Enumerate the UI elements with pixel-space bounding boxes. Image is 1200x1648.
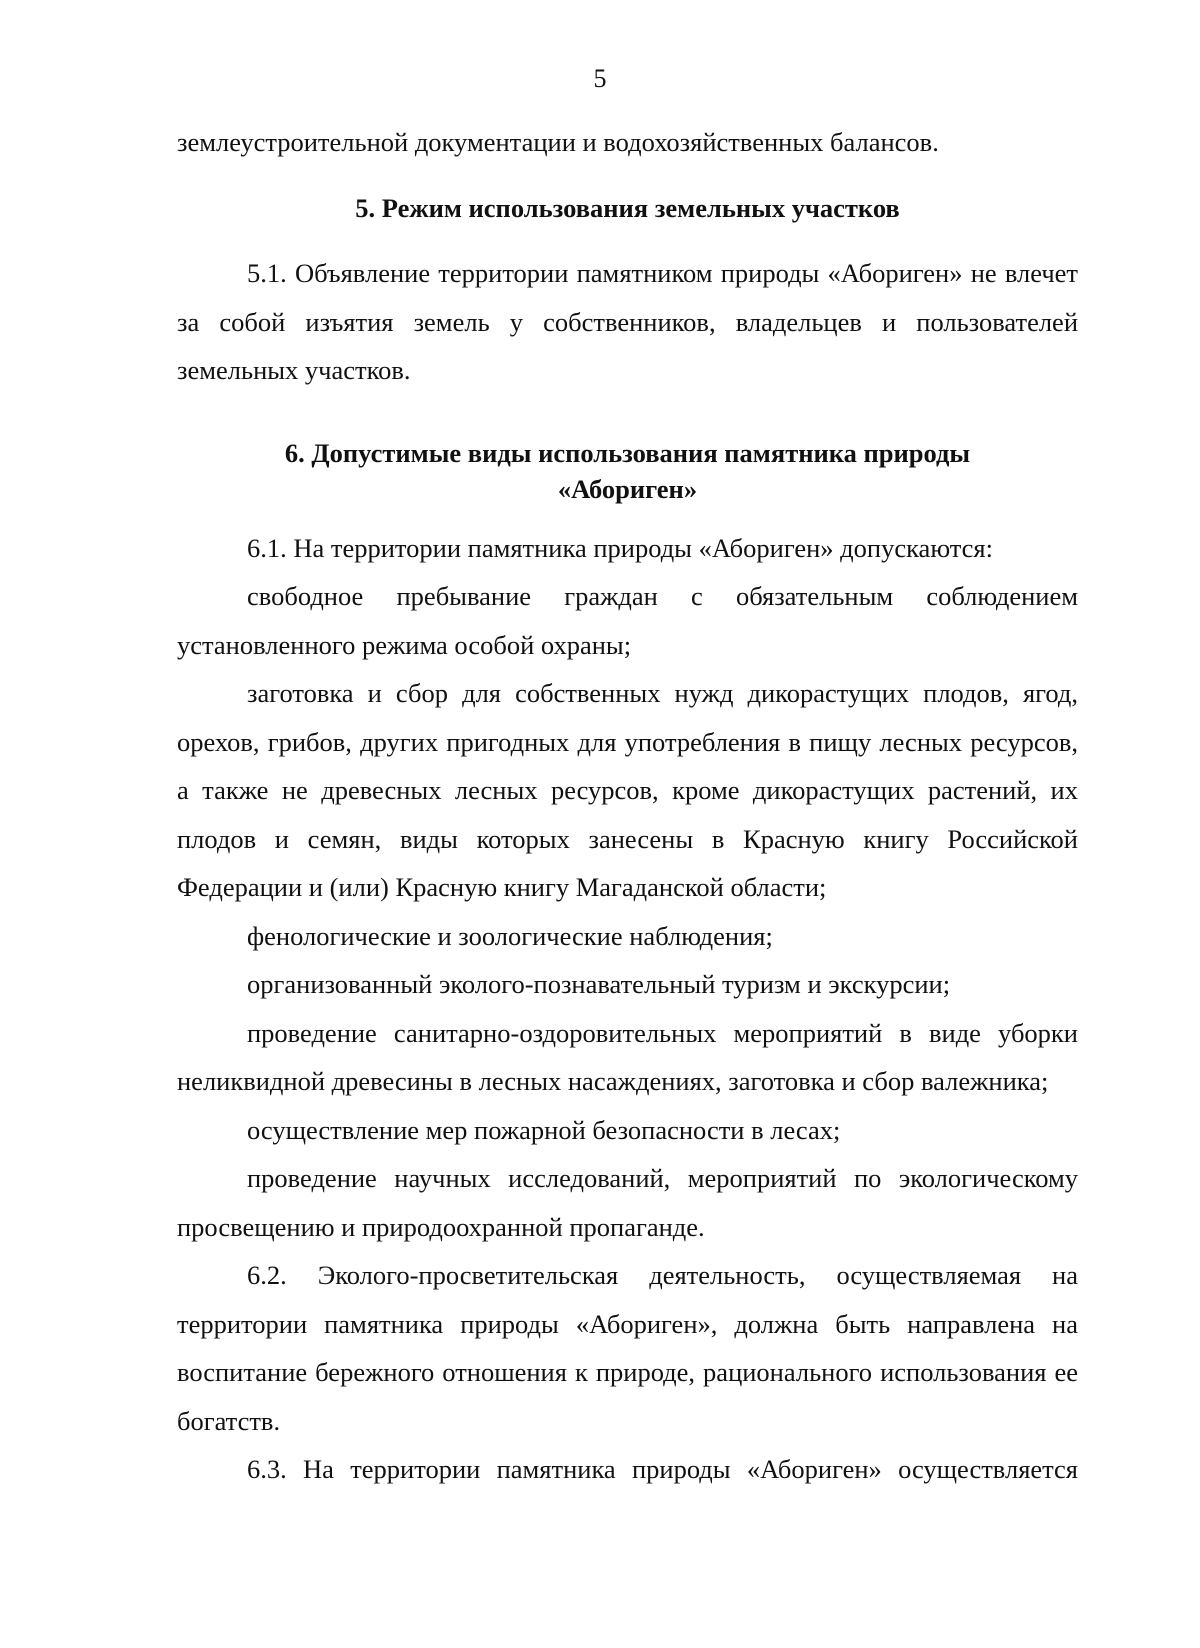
paragraph-5-1: 5.1. Объявление территории памятником природы «Абориген» не влечет за собой изъятия земель у собственников, владельцев и пользователей земельных участков. <box>177 258 1078 385</box>
paragraph-6-1: 6.1. На территории памятника природы «Абориген» допускаются: <box>247 532 993 563</box>
page-number: 5 <box>593 64 607 93</box>
paragraph-6-2: 6.2. Эколого-просветительская деятельность, осуществляемая на территории памятника природы «Абориген», должна быть направлена на воспитание бережного отношения к природе, рационального использования ее богатств. <box>177 1260 1078 1436</box>
list-item-observations: фенологические и зоологические наблюдения; <box>247 920 773 951</box>
list-item-sanitary: проведение санитарно-оздоровительных мероприятий в виде уборки неликвидной древесины в лесных насаждениях, заготовка и сбор валежника; <box>177 1017 1078 1096</box>
document-body <box>177 118 1078 1494</box>
list-item-harvesting: заготовка и сбор для собственных нужд дикорастущих плодов, ягод, орехов, грибов, других пригодных для употребления в пищу лесных ресурсов, а также не древесных лесных ресурсов, кроме дикорастущих растений, их плодов и семян, виды которых занесены в Красную книгу Российской Федерации и (или) Красную книгу Магаданской области; <box>177 678 1078 902</box>
list-item-research: проведение научных исследований, мероприятий по экологическому просвещению и природоохранной пропаганде. <box>177 1163 1078 1242</box>
section-6-heading-line-1: 6. Допустимые виды использования памятника природы <box>284 437 971 468</box>
section-6-heading-line-2: «Абориген» <box>557 473 698 504</box>
list-item-fire-safety: осуществление мер пожарной безопасности в лесах; <box>247 1114 841 1145</box>
list-item-free-stay: свободное пребывание граждан с обязательным соблюдением установленного режима особой охраны; <box>177 581 1078 660</box>
list-item-tourism: организованный эколого-познавательный туризм и экскурсии; <box>247 969 951 999</box>
section-5-heading: 5. Режим использования земельных участков <box>355 192 900 223</box>
section-6-heading <box>177 435 1078 507</box>
paragraph-continuation: землеустроительной документации и водохозяйственных балансов. <box>177 127 939 157</box>
paragraph-6-3: 6.3. На территории памятника природы «Абориген» осуществляется <box>247 1454 1078 1484</box>
